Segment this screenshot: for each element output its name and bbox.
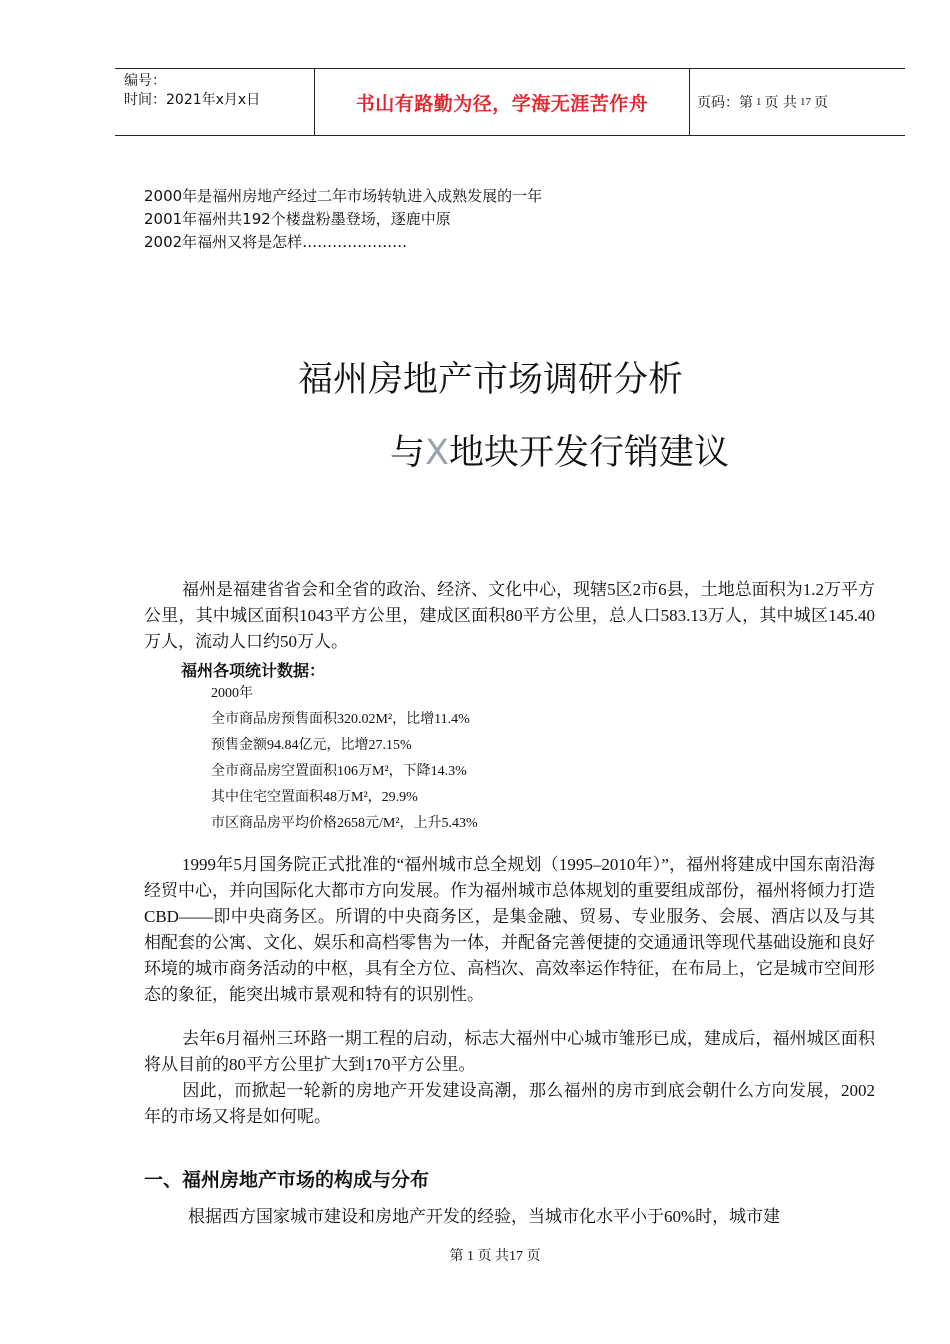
footer-mid: 页 共 <box>477 1249 509 1264</box>
section-heading: 一、福州房地产市场的构成与分布 <box>144 1169 430 1191</box>
motto-text: 书山有路勤为径，学海无涯苦作舟 <box>355 93 649 115</box>
stats-heading: 福州各项统计数据： <box>181 661 326 680</box>
paragraph-overview <box>144 577 875 655</box>
stats-item: 2000年 <box>211 686 253 701</box>
title-x-mark: X <box>425 433 449 473</box>
page-footer <box>0 1245 950 1265</box>
title-suffix: 地块开发行销建议 <box>449 433 730 473</box>
page-current: 1 <box>756 96 762 108</box>
time-label: 时间： <box>124 92 166 108</box>
paragraph-text: 福州是福建省省会和全省的政治、经济、文化中心，现辖5区2市6县，土地总面积为1.2万平方公里，其中城区面积1043平方公里，建成区面积80平方公里，总人口583.13万人，其中城区145.40万人，流动人口约50万人。 <box>144 580 875 651</box>
time-line <box>124 91 314 110</box>
paragraph-text: 去年6月福州三环路一期工程的启动，标志大福州中心城市雏形已成，建成后，福州城区面积将从目前的80平方公里扩大到170平方公里。 <box>144 1029 875 1074</box>
header-meta-cell <box>115 69 315 135</box>
stats-item: 全市商品房空置面积106万M²，下降14.3% <box>211 764 467 779</box>
intro-line: 2000年是福州房地产经过二年市场转轨进入成熟发展的一年 <box>144 187 543 205</box>
paragraph-section1 <box>144 1204 875 1230</box>
paragraph-outlook <box>144 1078 875 1130</box>
intro-lines <box>144 185 542 254</box>
header-table <box>115 68 905 136</box>
page-prefix: 页码：第 <box>697 95 753 111</box>
document-title-line2 <box>390 425 729 475</box>
paragraph-text: 根据西方国家城市建设和房地产开发的经验，当城市化水平小于60%时，城市建 <box>188 1207 781 1226</box>
header-motto-cell <box>315 69 690 135</box>
footer-total: 17 <box>509 1249 523 1264</box>
stats-item: 预售金额94.84亿元，比增27.15% <box>211 738 412 753</box>
paragraph-planning <box>144 852 875 1008</box>
paragraph-ring-road <box>144 1026 875 1078</box>
page-total: 17 <box>799 96 811 108</box>
document-title-line1: 福州房地产市场调研分析 <box>298 360 684 400</box>
title-prefix: 与 <box>390 433 426 473</box>
footer-prefix: 第 <box>449 1249 464 1264</box>
footer-suffix: 页 <box>526 1249 541 1264</box>
intro-line: 2002年福州又将是怎样………………… <box>144 233 408 251</box>
paragraph-text: 1999年5月国务院正式批准的“福州城市总全规划（1995–2010年）”，福州将建成中国东南沿海经贸中心，并向国际化大都市方向发展。作为福州城市总体规划的重要组成部份，福州将倾力打造CBD——即中央商务区。所谓的中央商务区，是集金融、贸易、专业服务、会展、酒店以及与其相配套的公寓、文化、娱乐和高档零售为一体，并配备完善便捷的交通通讯等现代基础设施和良好环境的城市商务活动的中枢，具有全方位、高档次、高效率运作特征，在布局上，它是城市空间形态的象征，能突出城市景观和特有的识别性。 <box>144 855 875 1004</box>
header-page-cell <box>690 69 905 135</box>
serial-label: 编号： <box>124 73 166 89</box>
stats-item: 其中住宅空置面积48万M²，29.9% <box>211 790 418 805</box>
stats-list <box>211 681 478 837</box>
stats-item: 全市商品房预售面积320.02M²，比增11.4% <box>211 712 470 727</box>
time-value: 2021年x月x日 <box>166 92 261 108</box>
intro-line: 2001年福州共192个楼盘粉墨登场，逐鹿中原 <box>144 210 451 228</box>
footer-current: 1 <box>467 1249 474 1264</box>
paragraph-text: 因此，而掀起一轮新的房地产开发建设高潮，那么福州的房市到底会朝什么方向发展，2002年的市场又将是如何呢。 <box>144 1081 875 1126</box>
stats-item: 市区商品房平均价格2658元/M²，上升5.43% <box>211 816 478 831</box>
page-suffix: 页 <box>813 95 828 111</box>
page-mid: 页 共 <box>764 95 797 111</box>
